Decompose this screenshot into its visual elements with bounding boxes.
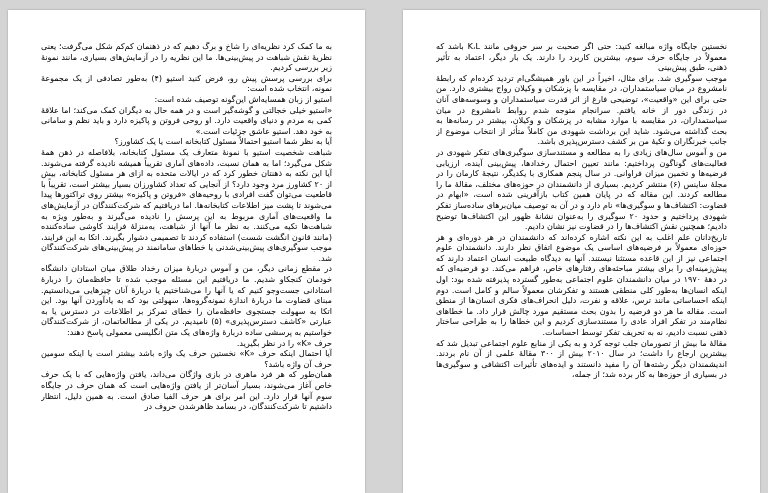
paragraph: شباهت شخصیت استیو با نمونهٔ متعارف یک مسئول کتابخانه، بلافاصله در ذهن همهٔ شکل می‌گیرد؛ اما به همان نسبت، داده‌های آماری تقریباً همیشه نادیده گرفته می‌شوند. آیا این نکته به ذهنتان خطور کرد که در ایالات متحده به ازای هر مسئول کتابخانه، بیش از ۲۰ کشاورز مرد وجود دارد؟ از آنجایی که تعداد کشاورزان بسیار بیشتر است، تقریباً با قاطعیت می‌توان گفت افرادی با روحیه‌های «فروتن و پاکیزه» بیشتر روی تراکتورها پیدا می‌شوند تا پشت میز اطلاعات کتابخانه‌ها. اما دریافتیم که شرکت‌کنندگان در آزمایش‌های ما واقعیت‌های آماری مربوط به این پرسش را نادیده می‌گیرند و به‌طور ویژه به شباهت‌ها تکیه می‌کنند. به نظر ما آنها از شباهت، به‌منزلهٔ فرایند کاوشی ساده‌کننده (مانند قانون انگشت شست) استفاده کردند تا تصمیمی دشوار بگیرند. اتکا به این فرایند، موجب سوگیری‌های پیش‌بینی‌شدنی یا خطاهای سامانمند در پیش‌بینی‌های شرکت‌کنندگان شد.: [41, 147, 332, 263]
paragraph: من و آموس سال‌های زیادی را به مطالعه و مستندسازی سوگیری‌های تفکر شهودی در فعالیت‌های گوناگون پرداختیم: مانند تعیین احتمال رخدادها، پیش‌بینی آینده، ارزیابی فرضیه‌ها و تخمین میزان فراوانی. در سال پنجم همکاری با یکدیگر، نتیجهٔ کارمان را در مجلهٔ ساینس (۶) منتشر کردیم. بسیاری از دانشمندان در حوزه‌های مختلف، مقالهٔ ما را مطالعه کردند. این مقاله که در پایان همین کتاب بازآفرینی شده است، «ابهام در قضاوت: اکتشاف‌ها و سوگیری‌ها» نام دارد و در آن به توصیف میان‌برهای ساده‌ساز تفکر شهودی پرداختیم و حدود ۲۰ سوگیری را به‌عنوان نشانهٔ ظهور این اکتشاف‌ها توضیح دادیم؛ همچنین نقش اکتشاف‌ها را در قضاوت نیز نشان دادیم.: [436, 147, 727, 232]
paragraph: برای بررسی پرسش پیش رو، فرض کنید استیو (۴) به‌طور تصادفی از یک مجموعهٔ نمونه، انتخاب شده است:: [41, 73, 332, 94]
paragraph: مقالهٔ ما بیش از تصورمان جلب توجه کرد و به یکی از منابع علوم اجتماعی تبدیل شد که بیشترین ارجاع را داشت؛ در سال ۲۰۱۰ بیش از ۳۰۰ مقالهٔ علمی از آن نام بردند. اندیشمندان دیگر رشته‌ها آن را مفید دانستند و ایده‌های تأثیرات اکتشافی و سوگیری‌ها در بسیاری از حوزه‌ها به کار برده شد؛ از جمله،: [436, 338, 727, 380]
paragraph: تاریخ‌دانان علم اغلب به این نکته اشاره کرده‌اند که دانشمندان در هر دوره‌ای و هر حوزه‌ای معمولاً بر فرضیه‌های اساسی یک موضوع اتفاق نظر دارند. دانشمندان علوم اجتماعی نیز از این قاعده مستثنا نیستند. آنها به دیدگاه طبیعت انسان اعتماد دارند که پیش‌زمینه‌ای را برای بیشتر مباحثه‌های رفتارهای خاص، فراهم می‌کند. دو فرضیه‌ای که در دههٔ ۱۹۷۰ در میان دانشمندان علوم اجتماعی به‌طور گسترده پذیرفته شده بود: اول اینکه انسان‌ها به‌طور کلی منطقی هستند و تفکرشان معمولاً سالم و کامل است. دوم اینکه احساساتی مانند ترس، علاقه و نفرت، دلیل انحراف‌های فکری انسان‌ها از منطق است. مقاله ما هر دو فرضیه را بدون بحث مستقیم مورد چالش قرار داد. ما خطاهای نظام‌مند در تفکر افراد عادی را مستندسازی کردیم و این خطاها را به طراحی ساختار ذهنی نسبت دادیم، نه به تحریف تفکر توسط احساسات.: [436, 232, 727, 338]
paragraph: استیو از زبان همسایه‌اش این‌گونه توصیف شده است:: [154, 94, 332, 104]
paragraph: به ما کمک کرد نظریه‌ای را شاخ و برگ دهیم که در ذهنمان کم‌کم شکل می‌گرفت؛ یعنی نظریهٔ نقش شباهت در پیش‌بینی‌ها. ما این نظریه را در آزمایش‌های بسیاری، مانند نمونهٔ زیر بررسی کردیم.: [41, 42, 332, 73]
paragraph: حرف «K» را در نظر بگیرید.: [236, 338, 332, 348]
paragraph: آیا به نظر شما استیو احتمالاً مسئول کتابخانه است یا یک کشاورز؟: [114, 137, 332, 147]
paragraph: در مقطع زمانی دیگر، من و آموس دربارهٔ میزان رخداد طلاق میان استادان دانشگاه خودمان کنجکاو شدیم. ما دریافتیم این مسئله موجب شده تا حافظه‌مان را دربارهٔ استادانی جست‌وجو کنیم که یا آنها را می‌شناختیم یا دربارهٔ آنان چیزهایی می‌دانستیم. مبنای قضاوت ما دربارهٔ اندازهٔ نمونه‌گروه‌ها، سهولتی بود که به یادآوردن آنها بود. این اتکا به سهولت جستجوی حافظه‌مان را خطای تمرکز بر اطلاعات در دسترس یا به عبارتی «کاشف دسترس‌پذیری» (۵) نامیدیم. در یکی از مطالعاتمان، از شرکت‌کنندگان خواستیم به پرسشی ساده دربارهٔ واژه‌های یک متن انگلیسی معمولی پاسخ دهند:: [41, 264, 332, 338]
document-page-left: [8, 10, 365, 493]
paragraph: نخستین جایگاه واژه مبالغه کنید: حتی اگر صحبت بر سر حروفی مانند K،L باشد که معمولاً در جایگاه حرف سوم، بیشترین کاربرد را دارند. یک بار دیگر، اعتماد به تأثیر ذهنی، طبق پیش‌بینی: [436, 42, 727, 73]
paragraph: «استیو خیلی خجالتی و گوشه‌گیر است و در همه حال به دیگران کمک می‌کند؛ اما علاقهٔ کمی به مردم و دنیای واقعیت دارد. او روحی فروتن و پاکیزه دارد و باید نظم و سامانی به خود دهد. استیو عاشق جزئیات است.»: [41, 105, 332, 136]
paragraph: آیا احتمال اینکه حرف «K» نخستین حرف یک واژه باشد بیشتر است یا اینکه سومین حرف آن واژه باشد؟: [41, 349, 332, 369]
paragraph: موجب سوگیری شد. برای مثال، اخیراً در این باور همیشگی‌ام تردید کرده‌ام که رابطهٔ نامشروع در میان سیاستمداران، در مقایسه با پزشکان و وکیلان رواج بیشتری دارد. من حتی برای این «واقعیت»، توضیحی فارغ از اثر قدرت سیاستمداران و وسوسه‌های آنان در زندگی دور از خانه یافتم. سرانجام متوجه شدم روابط نامشروع در میان سیاستمداران، در مقایسه با موارد مشابه در پزشکان و وکیلان، بیشتر در رسانه‌ها به بحث گذاشته می‌شود. شاید این برداشت شهودی من کاملاً متأثر از انتخاب موضوع از جانب خبرنگاران و تکیهٔ من بر کشف دسترس‌پذیری باشد.: [436, 73, 727, 147]
paragraph: همان‌طور که هر فرد ماهری در بازی واژگان می‌داند، یافتن واژه‌هایی که با یک حرف خاص آغاز می‌شوند، بسیار آسان‌تر از یافتن واژه‌هایی است که همان حرف در جایگاه سوم آنها قرار دارد. این امر برای هر حرف الفبا صادق است. به همین دلیل، انتظار داشتیم تا شرکت‌کنندگان، در بسامد ظاهرشدن حروف در: [41, 370, 332, 412]
document-page-right: [403, 10, 760, 493]
page-body-text: [436, 42, 727, 483]
page-body-text: [41, 42, 332, 483]
